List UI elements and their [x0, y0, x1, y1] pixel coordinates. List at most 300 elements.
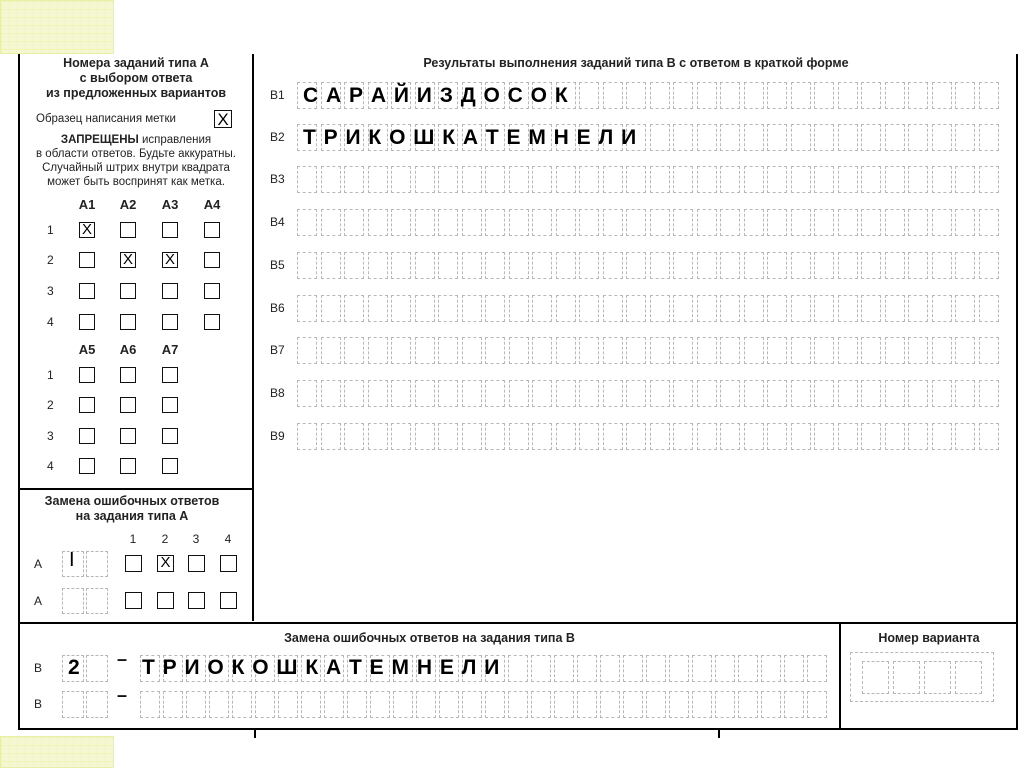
answer-cell[interactable]: [885, 124, 905, 151]
answer-cell[interactable]: [955, 166, 975, 193]
answer-cell[interactable]: [438, 209, 458, 236]
answer-checkbox[interactable]: [79, 252, 95, 268]
answer-cell[interactable]: [297, 252, 317, 279]
answer-cell[interactable]: [485, 423, 505, 450]
answer-cell[interactable]: [814, 166, 834, 193]
answer-cell[interactable]: [368, 423, 388, 450]
answer-cell[interactable]: [767, 380, 787, 407]
b-replace-cell[interactable]: [140, 691, 160, 718]
answer-cell[interactable]: [438, 295, 458, 322]
answer-cell[interactable]: [462, 252, 482, 279]
answer-checkbox[interactable]: X: [162, 252, 178, 268]
answer-cell[interactable]: [979, 124, 999, 151]
answer-cell[interactable]: [838, 423, 858, 450]
b-replace-cell[interactable]: [462, 691, 482, 718]
answer-cell[interactable]: [297, 295, 317, 322]
answer-cell[interactable]: [861, 295, 881, 322]
answer-checkbox[interactable]: X: [120, 252, 136, 268]
answer-cell[interactable]: [838, 166, 858, 193]
b-replace-cell[interactable]: [508, 655, 528, 682]
b-replace-cell[interactable]: [439, 691, 459, 718]
answer-cell[interactable]: [650, 423, 670, 450]
answer-cell[interactable]: [720, 209, 740, 236]
b-replace-cell[interactable]: [761, 691, 781, 718]
answer-cell[interactable]: [603, 82, 623, 109]
answer-cell[interactable]: [697, 423, 717, 450]
b-replace-cell[interactable]: [646, 655, 666, 682]
answer-cell[interactable]: [556, 337, 576, 364]
b-replace-cell[interactable]: [669, 655, 689, 682]
variant-cell[interactable]: [862, 661, 889, 694]
answer-cell[interactable]: [626, 166, 646, 193]
b-replace-cell[interactable]: [554, 655, 574, 682]
answer-cell[interactable]: [932, 82, 952, 109]
answer-cell[interactable]: [885, 423, 905, 450]
answer-cell[interactable]: [368, 252, 388, 279]
b-replace-cell[interactable]: [232, 691, 252, 718]
answer-cell[interactable]: [321, 337, 341, 364]
answer-checkbox[interactable]: [162, 428, 178, 444]
answer-cell[interactable]: [885, 337, 905, 364]
answer-cell[interactable]: [885, 209, 905, 236]
answer-cell[interactable]: [438, 380, 458, 407]
answer-cell[interactable]: [979, 337, 999, 364]
answer-cell[interactable]: [791, 423, 811, 450]
answer-checkbox[interactable]: [204, 252, 220, 268]
answer-cell[interactable]: [908, 252, 928, 279]
answer-cell[interactable]: [838, 295, 858, 322]
answer-cell[interactable]: [532, 166, 552, 193]
answer-cell[interactable]: [297, 380, 317, 407]
answer-checkbox[interactable]: [162, 283, 178, 299]
answer-cell[interactable]: [626, 337, 646, 364]
answer-cell[interactable]: [532, 380, 552, 407]
answer-cell[interactable]: [438, 423, 458, 450]
answer-cell[interactable]: [603, 252, 623, 279]
answer-cell[interactable]: [861, 124, 881, 151]
answer-cell[interactable]: [908, 82, 928, 109]
answer-cell[interactable]: [932, 124, 952, 151]
replace-number-cell[interactable]: [62, 588, 84, 614]
answer-cell[interactable]: [955, 423, 975, 450]
answer-cell[interactable]: [932, 166, 952, 193]
b-replace-cell[interactable]: [508, 691, 528, 718]
answer-cell[interactable]: [720, 166, 740, 193]
answer-cell[interactable]: [744, 124, 764, 151]
answer-cell[interactable]: [556, 295, 576, 322]
answer-cell[interactable]: [297, 209, 317, 236]
answer-checkbox[interactable]: [162, 397, 178, 413]
answer-cell[interactable]: [908, 209, 928, 236]
answer-checkbox[interactable]: [79, 367, 95, 383]
answer-cell[interactable]: [532, 252, 552, 279]
answer-cell[interactable]: [673, 380, 693, 407]
answer-cell[interactable]: [462, 295, 482, 322]
answer-cell[interactable]: [932, 209, 952, 236]
b-replace-cell[interactable]: [715, 691, 735, 718]
answer-cell[interactable]: [626, 380, 646, 407]
answer-cell[interactable]: [579, 337, 599, 364]
answer-cell[interactable]: [485, 209, 505, 236]
answer-cell[interactable]: [509, 209, 529, 236]
answer-checkbox[interactable]: [79, 314, 95, 330]
answer-cell[interactable]: [415, 252, 435, 279]
answer-cell[interactable]: [814, 423, 834, 450]
answer-cell[interactable]: [744, 337, 764, 364]
answer-cell[interactable]: [391, 380, 411, 407]
answer-cell[interactable]: [673, 166, 693, 193]
answer-cell[interactable]: [673, 252, 693, 279]
answer-cell[interactable]: [955, 380, 975, 407]
answer-cell[interactable]: [509, 295, 529, 322]
answer-cell[interactable]: [344, 252, 364, 279]
b-replace-cell[interactable]: [738, 655, 758, 682]
answer-cell[interactable]: [838, 82, 858, 109]
answer-cell[interactable]: [532, 423, 552, 450]
answer-cell[interactable]: [626, 209, 646, 236]
answer-cell[interactable]: [767, 209, 787, 236]
answer-cell[interactable]: [485, 166, 505, 193]
answer-cell[interactable]: [720, 423, 740, 450]
answer-cell[interactable]: [791, 380, 811, 407]
b-replace-cell[interactable]: [531, 655, 551, 682]
answer-cell[interactable]: [955, 252, 975, 279]
answer-cell[interactable]: [955, 124, 975, 151]
answer-cell[interactable]: [838, 252, 858, 279]
answer-cell[interactable]: [344, 166, 364, 193]
answer-cell[interactable]: [344, 209, 364, 236]
answer-cell[interactable]: [556, 380, 576, 407]
answer-checkbox[interactable]: [162, 367, 178, 383]
answer-cell[interactable]: [321, 252, 341, 279]
variant-cell[interactable]: [955, 661, 982, 694]
answer-cell[interactable]: [908, 124, 928, 151]
answer-cell[interactable]: [556, 209, 576, 236]
b-replace-cell[interactable]: [692, 655, 712, 682]
answer-cell[interactable]: [626, 295, 646, 322]
answer-cell[interactable]: [415, 380, 435, 407]
answer-cell[interactable]: [861, 380, 881, 407]
answer-cell[interactable]: [462, 380, 482, 407]
answer-cell[interactable]: [979, 252, 999, 279]
answer-cell[interactable]: [391, 337, 411, 364]
answer-cell[interactable]: [650, 82, 670, 109]
answer-checkbox[interactable]: [120, 367, 136, 383]
b-replace-number-cell[interactable]: [86, 655, 108, 682]
answer-cell[interactable]: [579, 252, 599, 279]
answer-cell[interactable]: [556, 423, 576, 450]
b-replace-cell[interactable]: [600, 691, 620, 718]
answer-cell[interactable]: [673, 209, 693, 236]
answer-cell[interactable]: [321, 380, 341, 407]
replace-number-cell[interactable]: [86, 551, 108, 577]
answer-cell[interactable]: [979, 82, 999, 109]
answer-cell[interactable]: [744, 252, 764, 279]
answer-cell[interactable]: [767, 252, 787, 279]
answer-cell[interactable]: [603, 337, 623, 364]
answer-cell[interactable]: [720, 337, 740, 364]
answer-cell[interactable]: [438, 252, 458, 279]
answer-cell[interactable]: [368, 380, 388, 407]
answer-cell[interactable]: [650, 209, 670, 236]
answer-cell[interactable]: [767, 423, 787, 450]
replace-checkbox[interactable]: [157, 592, 174, 609]
answer-checkbox[interactable]: [204, 283, 220, 299]
answer-cell[interactable]: [979, 295, 999, 322]
answer-cell[interactable]: [579, 209, 599, 236]
answer-cell[interactable]: [838, 209, 858, 236]
answer-cell[interactable]: [932, 337, 952, 364]
answer-checkbox[interactable]: [204, 222, 220, 238]
answer-checkbox[interactable]: [120, 314, 136, 330]
answer-cell[interactable]: [838, 337, 858, 364]
answer-cell[interactable]: [603, 423, 623, 450]
answer-cell[interactable]: [908, 166, 928, 193]
answer-cell[interactable]: [391, 252, 411, 279]
b-replace-cell[interactable]: [255, 691, 275, 718]
answer-cell[interactable]: [626, 423, 646, 450]
b-replace-cell[interactable]: [577, 655, 597, 682]
b-replace-cell[interactable]: [186, 691, 206, 718]
answer-cell[interactable]: [767, 124, 787, 151]
answer-cell[interactable]: [344, 337, 364, 364]
answer-cell[interactable]: [556, 252, 576, 279]
b-replace-cell[interactable]: [807, 655, 827, 682]
answer-cell[interactable]: [415, 337, 435, 364]
answer-cell[interactable]: [485, 337, 505, 364]
answer-cell[interactable]: [791, 209, 811, 236]
answer-cell[interactable]: [673, 82, 693, 109]
answer-cell[interactable]: [979, 423, 999, 450]
answer-cell[interactable]: [814, 295, 834, 322]
answer-cell[interactable]: [791, 124, 811, 151]
answer-cell[interactable]: [932, 252, 952, 279]
replace-checkbox[interactable]: [188, 555, 205, 572]
answer-cell[interactable]: [838, 124, 858, 151]
answer-cell[interactable]: [415, 209, 435, 236]
answer-cell[interactable]: [509, 166, 529, 193]
answer-cell[interactable]: [650, 166, 670, 193]
answer-cell[interactable]: [861, 337, 881, 364]
answer-cell[interactable]: [767, 295, 787, 322]
answer-cell[interactable]: [814, 252, 834, 279]
variant-cell[interactable]: [893, 661, 920, 694]
replace-checkbox[interactable]: [220, 592, 237, 609]
answer-cell[interactable]: [885, 166, 905, 193]
answer-cell[interactable]: [861, 423, 881, 450]
answer-cell[interactable]: [321, 423, 341, 450]
b-replace-cell[interactable]: [807, 691, 827, 718]
answer-cell[interactable]: [932, 423, 952, 450]
answer-checkbox[interactable]: [120, 283, 136, 299]
answer-cell[interactable]: [791, 166, 811, 193]
b-replace-cell[interactable]: [531, 691, 551, 718]
replace-checkbox[interactable]: [188, 592, 205, 609]
b-replace-cell[interactable]: [347, 691, 367, 718]
answer-cell[interactable]: [673, 337, 693, 364]
answer-cell[interactable]: [908, 295, 928, 322]
answer-cell[interactable]: [344, 295, 364, 322]
b-replace-cell[interactable]: [692, 691, 712, 718]
answer-cell[interactable]: [509, 252, 529, 279]
b-replace-cell[interactable]: [324, 691, 344, 718]
answer-cell[interactable]: [438, 337, 458, 364]
answer-cell[interactable]: [697, 166, 717, 193]
answer-cell[interactable]: [415, 295, 435, 322]
answer-cell[interactable]: [744, 380, 764, 407]
answer-cell[interactable]: [368, 337, 388, 364]
answer-cell[interactable]: [720, 252, 740, 279]
answer-cell[interactable]: [885, 252, 905, 279]
b-replace-cell[interactable]: [715, 655, 735, 682]
answer-cell[interactable]: [391, 209, 411, 236]
answer-checkbox[interactable]: [79, 397, 95, 413]
b-replace-cell[interactable]: [554, 691, 574, 718]
answer-cell[interactable]: [697, 82, 717, 109]
b-replace-cell[interactable]: [600, 655, 620, 682]
answer-cell[interactable]: [814, 82, 834, 109]
answer-cell[interactable]: [462, 209, 482, 236]
replace-checkbox[interactable]: X: [157, 555, 174, 572]
answer-cell[interactable]: [532, 295, 552, 322]
answer-cell[interactable]: [979, 209, 999, 236]
b-replace-cell[interactable]: [669, 691, 689, 718]
answer-cell[interactable]: [509, 380, 529, 407]
answer-cell[interactable]: [720, 380, 740, 407]
answer-cell[interactable]: [720, 295, 740, 322]
answer-checkbox[interactable]: [162, 458, 178, 474]
answer-checkbox[interactable]: [162, 222, 178, 238]
answer-cell[interactable]: [697, 252, 717, 279]
b-replace-cell[interactable]: [209, 691, 229, 718]
answer-cell[interactable]: [885, 295, 905, 322]
answer-cell[interactable]: [979, 166, 999, 193]
answer-cell[interactable]: [767, 166, 787, 193]
b-replace-cell[interactable]: [370, 691, 390, 718]
answer-cell[interactable]: [532, 337, 552, 364]
answer-cell[interactable]: [391, 423, 411, 450]
answer-cell[interactable]: [415, 166, 435, 193]
answer-cell[interactable]: [579, 82, 599, 109]
answer-cell[interactable]: [603, 380, 623, 407]
answer-cell[interactable]: [720, 82, 740, 109]
replace-number-cell[interactable]: [86, 588, 108, 614]
answer-cell[interactable]: [767, 337, 787, 364]
answer-checkbox[interactable]: [162, 314, 178, 330]
answer-cell[interactable]: [462, 337, 482, 364]
answer-cell[interactable]: [861, 252, 881, 279]
answer-cell[interactable]: [297, 166, 317, 193]
answer-checkbox[interactable]: [120, 458, 136, 474]
answer-checkbox[interactable]: [79, 458, 95, 474]
answer-cell[interactable]: [650, 295, 670, 322]
answer-cell[interactable]: [650, 337, 670, 364]
answer-cell[interactable]: [485, 295, 505, 322]
answer-cell[interactable]: [744, 423, 764, 450]
answer-cell[interactable]: [697, 209, 717, 236]
answer-cell[interactable]: [462, 166, 482, 193]
answer-cell[interactable]: [673, 423, 693, 450]
b-replace-number-cell[interactable]: [86, 691, 108, 718]
answer-checkbox[interactable]: X: [79, 222, 95, 238]
answer-cell[interactable]: [509, 337, 529, 364]
answer-cell[interactable]: [321, 166, 341, 193]
answer-cell[interactable]: [838, 380, 858, 407]
answer-cell[interactable]: [415, 423, 435, 450]
answer-cell[interactable]: [368, 295, 388, 322]
answer-cell[interactable]: [908, 337, 928, 364]
answer-cell[interactable]: [485, 380, 505, 407]
answer-cell[interactable]: [603, 295, 623, 322]
answer-cell[interactable]: [955, 209, 975, 236]
answer-cell[interactable]: [814, 337, 834, 364]
answer-cell[interactable]: [650, 380, 670, 407]
b-replace-cell[interactable]: [485, 691, 505, 718]
answer-cell[interactable]: [767, 82, 787, 109]
replace-checkbox[interactable]: [220, 555, 237, 572]
answer-cell[interactable]: [791, 295, 811, 322]
answer-cell[interactable]: [321, 209, 341, 236]
answer-cell[interactable]: [697, 337, 717, 364]
answer-cell[interactable]: [791, 252, 811, 279]
answer-cell[interactable]: [697, 295, 717, 322]
answer-checkbox[interactable]: [120, 222, 136, 238]
answer-cell[interactable]: [697, 380, 717, 407]
answer-cell[interactable]: [791, 82, 811, 109]
answer-cell[interactable]: [908, 380, 928, 407]
replace-checkbox[interactable]: [125, 592, 142, 609]
answer-cell[interactable]: [321, 295, 341, 322]
answer-cell[interactable]: [814, 124, 834, 151]
variant-cell[interactable]: [924, 661, 951, 694]
answer-cell[interactable]: [932, 295, 952, 322]
answer-cell[interactable]: [744, 82, 764, 109]
b-replace-cell[interactable]: [301, 691, 321, 718]
answer-cell[interactable]: [344, 380, 364, 407]
b-replace-cell[interactable]: [278, 691, 298, 718]
answer-cell[interactable]: [438, 166, 458, 193]
answer-cell[interactable]: [885, 380, 905, 407]
answer-cell[interactable]: [368, 166, 388, 193]
b-replace-cell[interactable]: [738, 691, 758, 718]
answer-checkbox[interactable]: [120, 428, 136, 444]
b-replace-cell[interactable]: [761, 655, 781, 682]
answer-cell[interactable]: [579, 166, 599, 193]
answer-cell[interactable]: [626, 82, 646, 109]
answer-cell[interactable]: [391, 295, 411, 322]
answer-cell[interactable]: [814, 380, 834, 407]
b-replace-number-cell[interactable]: [62, 691, 84, 718]
b-replace-cell[interactable]: [163, 691, 183, 718]
answer-cell[interactable]: [650, 124, 670, 151]
answer-cell[interactable]: [861, 166, 881, 193]
b-replace-cell[interactable]: [646, 691, 666, 718]
b-replace-cell[interactable]: [416, 691, 436, 718]
answer-cell[interactable]: [297, 337, 317, 364]
b-replace-cell[interactable]: [784, 655, 804, 682]
answer-cell[interactable]: [697, 124, 717, 151]
answer-checkbox[interactable]: [120, 397, 136, 413]
answer-cell[interactable]: [603, 166, 623, 193]
replace-checkbox[interactable]: [125, 555, 142, 572]
answer-cell[interactable]: [368, 209, 388, 236]
answer-cell[interactable]: [791, 337, 811, 364]
answer-cell[interactable]: [744, 209, 764, 236]
answer-cell[interactable]: [744, 166, 764, 193]
answer-cell[interactable]: [603, 209, 623, 236]
answer-cell[interactable]: [955, 337, 975, 364]
answer-cell[interactable]: [673, 124, 693, 151]
